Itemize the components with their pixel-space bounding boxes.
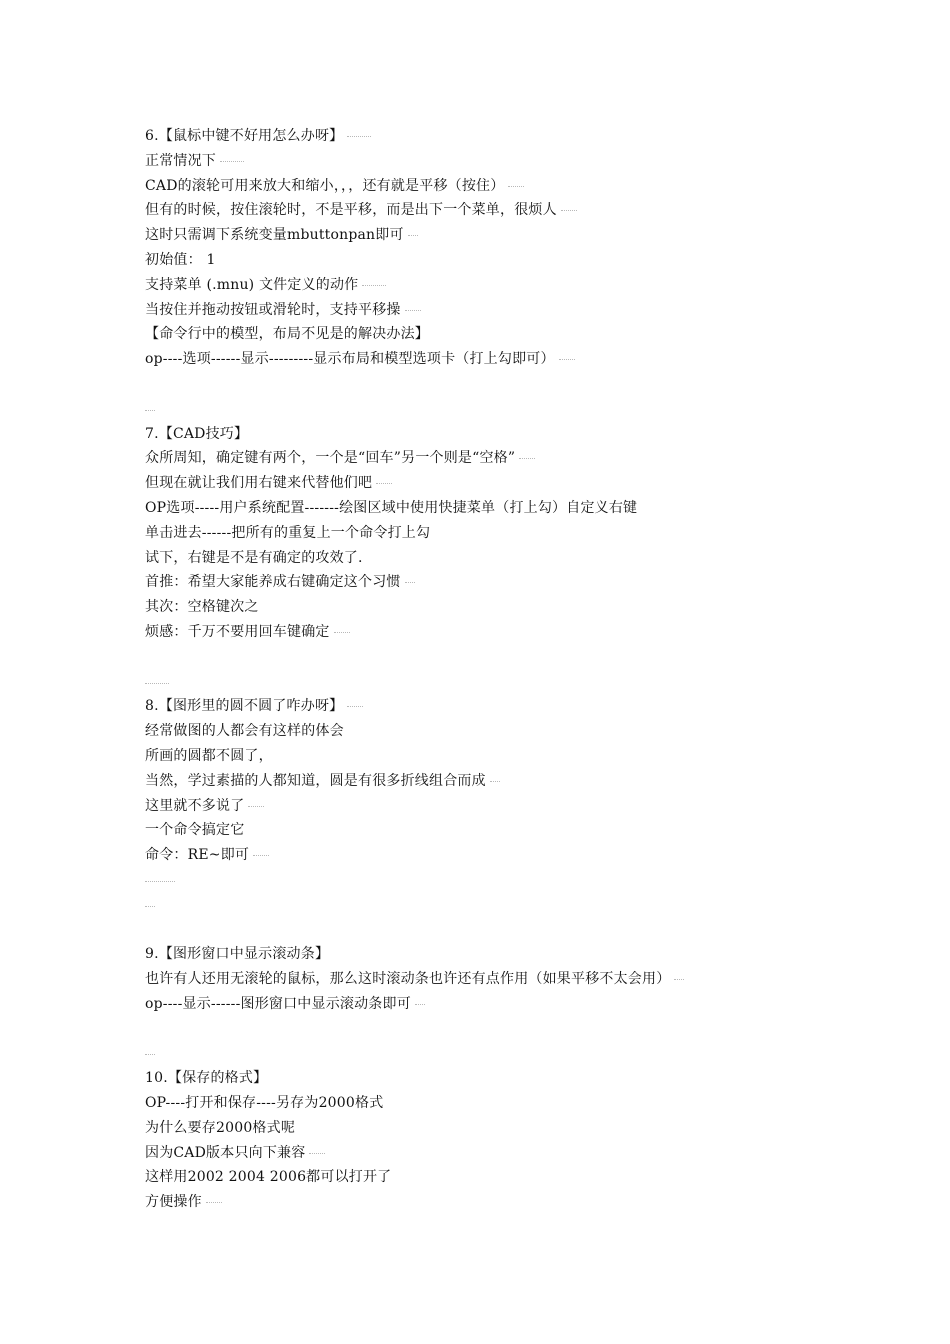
section-6-line-2: CAD的滚轮可用来放大和缩小，，，还有就是平移（按住） [145, 174, 905, 199]
section-7-line-3: OP选项-----用户系统配置-------绘图区域中使用快捷菜单（打上勾）自定义右键 [145, 499, 638, 516]
dot-leader [145, 682, 169, 684]
section-6-line-7: 当按住并拖动按钮或滑轮时，支持平移操 [145, 298, 905, 323]
section-6-line-8: 【命令行中的模型，布局不见是的解决办法】 [145, 326, 429, 343]
section-7-heading: 7.【CAD技巧】 [145, 425, 249, 442]
section-8-line-5: 一个命令搞定它 [145, 822, 245, 839]
dot-leader [408, 234, 418, 236]
blank-line [145, 670, 905, 695]
dot-leader [248, 805, 264, 807]
section-10-line-3: 因为CAD版本只向下兼容 [145, 1141, 905, 1166]
section-10-heading: 10.【保存的格式】 [145, 1070, 268, 1087]
section-8-line-6: 命令：RE~即可 [145, 843, 905, 868]
dot-leader [145, 880, 175, 882]
section-9-line-2: op----显示------图形窗口中显示滚动条即可 [145, 992, 905, 1017]
dot-leader [145, 1053, 155, 1055]
dot-leader [362, 284, 386, 286]
dot-leader [490, 780, 500, 782]
section-6-line-4: 这时只需调下系统变量mbuttonpan即可 [145, 223, 905, 248]
section-10-line-1: OP----打开和保存----另存为2000格式 [145, 1095, 384, 1112]
section-10-line-2: 为什么要存2000格式呢 [145, 1119, 296, 1136]
dot-leader [253, 854, 269, 856]
section-6-heading: 6.【鼠标中键不好用怎么办呀】 [145, 124, 905, 149]
section-6-line-3: 但有的时候，按住滚轮时，不是平移，而是出下一个菜单，很烦人 [145, 198, 905, 223]
dot-leader [508, 185, 524, 187]
dot-leader [559, 358, 575, 360]
section-8-line-1: 经常做图的人都会有这样的体会 [145, 723, 344, 740]
section-7-line-6: 首推：希望大家能养成右键确定这个习惯 [145, 570, 905, 595]
dot-leader [145, 905, 155, 907]
dot-leader [206, 1201, 222, 1203]
section-6-line-5: 初始值： 1 [145, 251, 216, 268]
blank-line [145, 868, 905, 893]
dot-leader [347, 135, 371, 137]
section-7-line-4: 单击进去------把所有的重复上一个命令打上勾 [145, 524, 431, 541]
section-7-line-1: 众所周知，确定键有两个，一个是“回车”另一个则是“空格” [145, 446, 905, 471]
dot-leader [674, 978, 684, 980]
section-7-line-7: 其次：空格键次之 [145, 599, 259, 616]
blank-line [145, 918, 905, 943]
section-7-line-5: 试下，右键是不是有确定的攻效了. [145, 549, 363, 566]
dot-leader [145, 409, 155, 411]
section-10-line-4: 这样用2002 2004 2006都可以打开了 [145, 1169, 392, 1186]
section-8-line-3: 当然，学过素描的人都知道，圆是有很多折线组合而成 [145, 769, 905, 794]
section-9-line-1: 也许有人还用无滚轮的鼠标，那么这时滚动条也许还有点作用（如果平移不太会用） [145, 967, 905, 992]
section-6-line-1: 正常情况下 [145, 149, 905, 174]
dot-leader [347, 705, 363, 707]
section-8-line-2: 所画的圆都不圆了， [145, 747, 273, 764]
dot-leader [220, 160, 244, 162]
dot-leader [561, 209, 577, 211]
blank-line [145, 1017, 905, 1042]
section-8-heading: 8.【图形里的圆不圆了咋办呀】 [145, 694, 905, 719]
blank-line [145, 645, 905, 670]
section-8-line-4: 这里就不多说了 [145, 794, 905, 819]
blank-line [145, 397, 905, 422]
section-6-line-6: 支持菜单 (.mnu) 文件定义的动作 [145, 273, 905, 298]
section-9-heading: 9.【图形窗口中显示滚动条】 [145, 946, 330, 963]
dot-leader [415, 1003, 425, 1005]
dot-leader [376, 482, 392, 484]
section-6-line-9: op----选项------显示---------显示布局和模型选项卡（打上勾即可） [145, 347, 905, 372]
dot-leader [309, 1152, 325, 1154]
blank-line [145, 372, 905, 397]
dot-leader [405, 309, 421, 311]
section-10-line-5: 方便操作 [145, 1190, 905, 1215]
section-7-line-8: 烦感：千万不要用回车键确定 [145, 620, 905, 645]
dot-leader [519, 457, 535, 459]
blank-line [145, 893, 905, 918]
section-7-line-2: 但现在就让我们用右键来代替他们吧 [145, 471, 905, 496]
document-page [145, 124, 905, 1215]
dot-leader [334, 631, 350, 633]
dot-leader [405, 581, 415, 583]
blank-line [145, 1041, 905, 1066]
